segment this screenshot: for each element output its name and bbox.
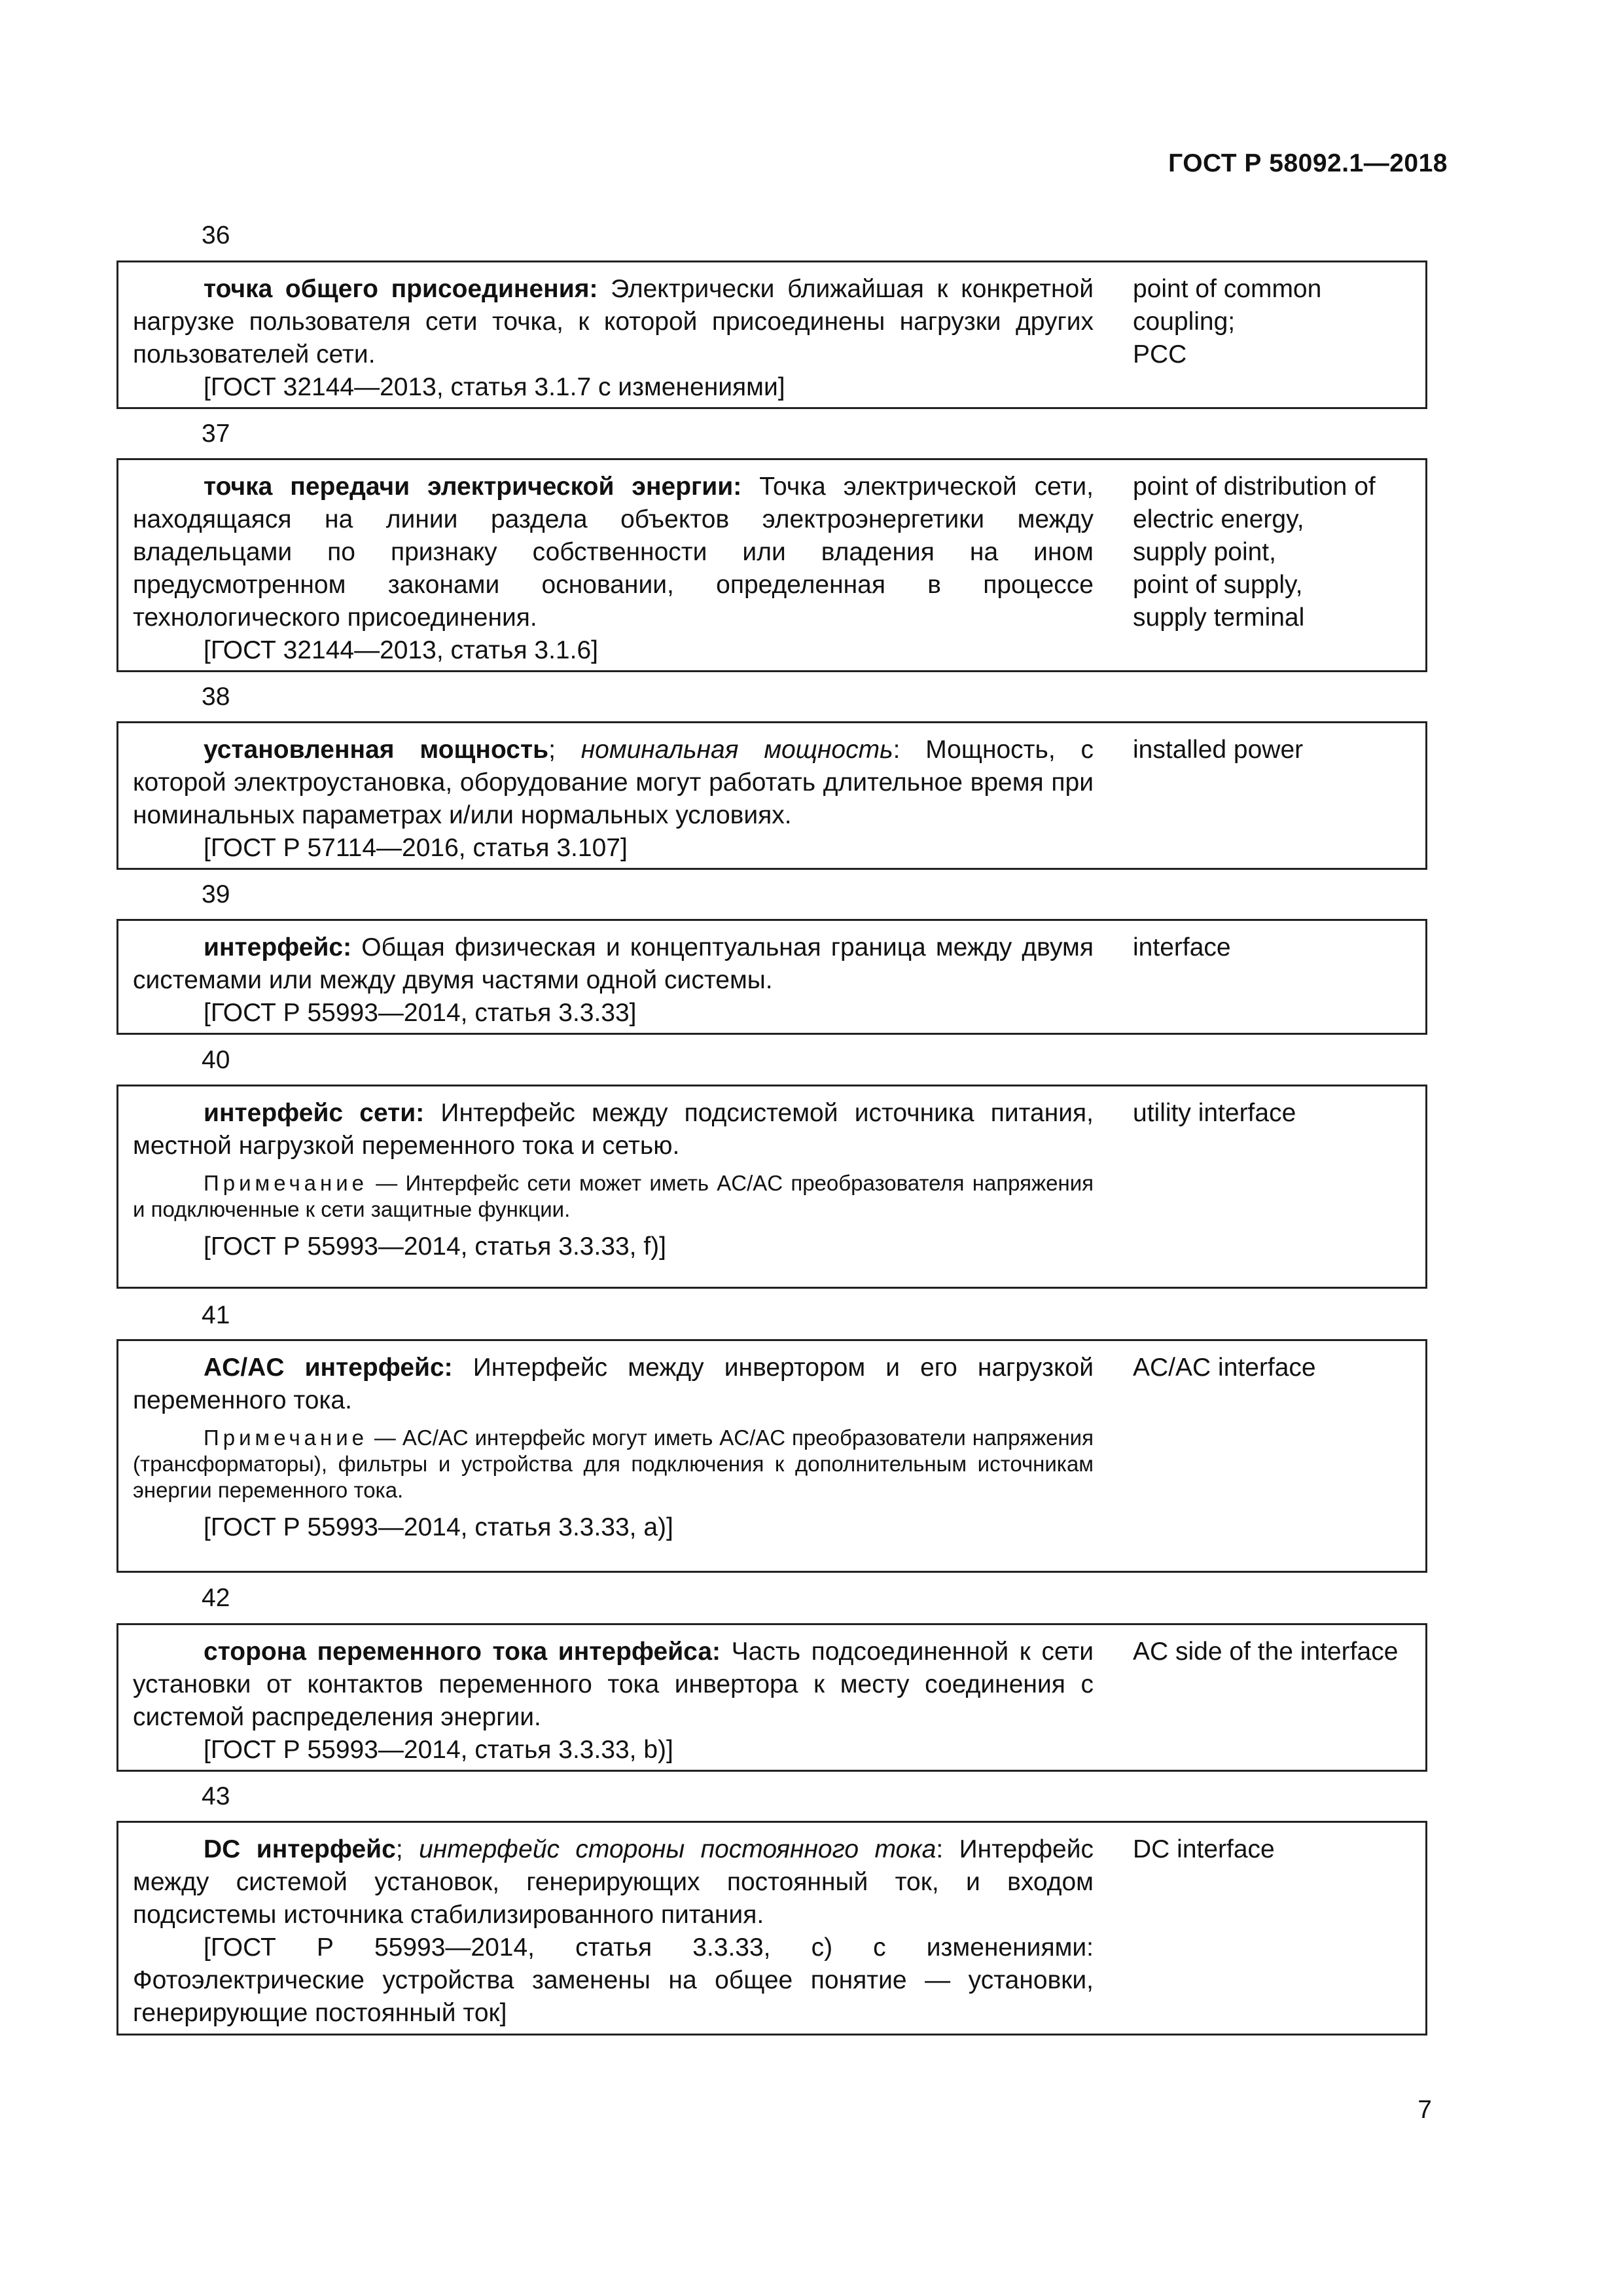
- english-equivalent: [1133, 1636, 1421, 1668]
- note-text: — AC/AC интерфейс могут иметь AC/AC преобразователи напряжения (трансформаторы), фильтры и устройства для подключения к дополнительным источникам энергии переменного тока.: [133, 1426, 1094, 1502]
- term-definition: установленная мощность; номинальная мощность: Мощность, с которой электроустановка, оборудование могут работать длительное время при номинальных параметрах и/или нормальных условиях. [ГОСТ Р 57114—2016, статья 3.107]: [133, 734, 1094, 865]
- term-entry-box: [116, 1339, 1427, 1573]
- term-number: 41: [202, 1301, 230, 1329]
- english-equivalent: [1133, 1352, 1421, 1384]
- english-term-line: coupling;: [1133, 308, 1236, 336]
- term-entry-box: [116, 1821, 1427, 2036]
- english-term-line: electric energy,: [1133, 505, 1304, 533]
- term-number: 38: [202, 683, 230, 711]
- definition-text: : Интерфейс между системой установок, генерирующих постоянный ток, и входом подсистемы источника стабилизированного питания.: [133, 1835, 1094, 1929]
- term-name: DC интерфейс: [204, 1835, 396, 1863]
- english-term-line: point of supply,: [1133, 571, 1303, 599]
- source-reference: [ГОСТ Р 55993—2014, статья 3.3.33, f)]: [204, 1232, 667, 1261]
- definition-text: Общая физическая и концептуальная граница между двумя системами или между двумя частями одной системы.: [133, 933, 1094, 994]
- term-number: 39: [202, 880, 230, 908]
- term-definition: [133, 471, 1094, 667]
- term-number: 43: [202, 1782, 230, 1810]
- source-reference: [ГОСТ Р 55993—2014, статья 3.3.33, а)]: [204, 1513, 673, 1541]
- term-name: AC/AC интерфейс:: [204, 1354, 453, 1382]
- note-label: Примечание: [204, 1171, 368, 1195]
- term-definition: [133, 1636, 1094, 1767]
- source-reference: [ГОСТ 32144—2013, статья 3.1.7 с изменениями]: [204, 373, 785, 401]
- english-equivalent: [1133, 931, 1421, 964]
- english-equivalent: [1133, 471, 1421, 634]
- note-text: — Интерфейс сети может иметь AC/AC преобразователя напряжения и подключенные к сети защитные функции.: [133, 1171, 1094, 1221]
- term-name: интерфейс:: [204, 933, 352, 961]
- page-number: 7: [1418, 2096, 1432, 2124]
- english-equivalent: [1133, 273, 1421, 371]
- term-number: 42: [202, 1584, 230, 1612]
- term-number: 37: [202, 420, 230, 448]
- term-definition: [133, 273, 1094, 404]
- english-equivalent: [1133, 734, 1421, 766]
- term-name: интерфейс сети:: [204, 1099, 425, 1127]
- english-term-line: utility interface: [1133, 1099, 1296, 1127]
- term-definition: [133, 1097, 1094, 1263]
- definition-text: : Мощность, с которой электроустановка, оборудование могут работать длительное время при номинальных параметрах и/или нормальных условиях.: [133, 736, 1094, 829]
- term-name: точка передачи электрической энергии:: [204, 473, 742, 501]
- english-term-line: PCC: [1133, 340, 1187, 368]
- term-entry-box: [116, 260, 1427, 409]
- term-name: установленная мощность: [204, 736, 549, 764]
- definition-text: Точка электрической сети, находящаяся на линии раздела объектов электроэнергетики между владельцами по признаку собственности или владения на ином предусмотренном законами основании, определенная в процессе технологического присоединения.: [133, 473, 1094, 632]
- term-name: сторона переменного тока интерфейса:: [204, 1638, 721, 1666]
- english-term-line: interface: [1133, 933, 1231, 961]
- term-entry-box: [116, 919, 1427, 1035]
- document-code-header: ГОСТ Р 58092.1—2018: [1168, 149, 1448, 177]
- note-paragraph: [133, 1170, 1094, 1223]
- term-number: 36: [202, 221, 230, 249]
- term-entry-box: [116, 458, 1427, 672]
- english-term-line: supply point,: [1133, 538, 1276, 566]
- english-term-line: DC interface: [1133, 1835, 1275, 1863]
- english-term-line: supply terminal: [1133, 603, 1305, 632]
- term-name: точка общего присоединения:: [204, 275, 598, 303]
- english-term-line: installed power: [1133, 736, 1304, 764]
- term-entry-box: [116, 1623, 1427, 1772]
- note-label: Примечание: [204, 1426, 368, 1450]
- source-reference: [ГОСТ Р 57114—2016, статья 3.107]: [204, 834, 628, 862]
- english-term-line: point of common: [1133, 275, 1322, 303]
- definition-text: Интерфейс между подсистемой источника питания, местной нагрузкой переменного тока и сетью.: [133, 1099, 1094, 1160]
- english-term-line: point of distribution of: [1133, 473, 1376, 501]
- english-equivalent: [1133, 1833, 1421, 1866]
- source-reference: [ГОСТ Р 55993—2014, статья 3.3.33, b)]: [204, 1736, 673, 1764]
- definition-text: Часть подсоединенной к сети установки от контактов переменного тока инвертора к месту соединения с системой распределения энергии.: [133, 1638, 1094, 1731]
- term-number: 40: [202, 1046, 230, 1074]
- definition-text: Электрически ближайшая к конкретной нагрузке пользователя сети точка, к которой присоединены нагрузки других пользователей сети.: [133, 275, 1094, 368]
- source-reference: [ГОСТ Р 55993—2014, статья 3.3.33]: [204, 999, 637, 1027]
- english-term-line: AC/AC interface: [1133, 1354, 1316, 1382]
- term-entry-box: [116, 721, 1427, 870]
- alternate-term: интерфейс стороны постоянного тока: [419, 1835, 936, 1863]
- source-reference: [ГОСТ Р 55993—2014, статья 3.3.33, с) с изменениями: Фотоэлектрические устройства заменены на общее понятие — установки, генерирующие постоянный ток]: [133, 1933, 1094, 2027]
- definition-text: Интерфейс между инвертором и его нагрузкой переменного тока.: [133, 1354, 1094, 1414]
- note-paragraph: [133, 1425, 1094, 1503]
- term-entry-box: [116, 1085, 1427, 1289]
- term-definition: [133, 931, 1094, 1030]
- english-term-line: AC side of the interface: [1133, 1638, 1399, 1666]
- english-equivalent: [1133, 1097, 1421, 1130]
- term-definition: [133, 1352, 1094, 1544]
- term-definition: DC интерфейс; интерфейс стороны постоянного тока: Интерфейс между системой установок, генерирующих постоянный ток, и входом подсистемы источника стабилизированного питания. [ГОСТ Р 55993—2014, статья 3.3.33, с) с изменениями: Фотоэлектрические устройства заменены на общее понятие — установки, генерирующие постоянный ток]: [133, 1833, 1094, 2030]
- alternate-term: номинальная мощность: [580, 736, 893, 764]
- source-reference: [ГОСТ 32144—2013, статья 3.1.6]: [204, 636, 598, 664]
